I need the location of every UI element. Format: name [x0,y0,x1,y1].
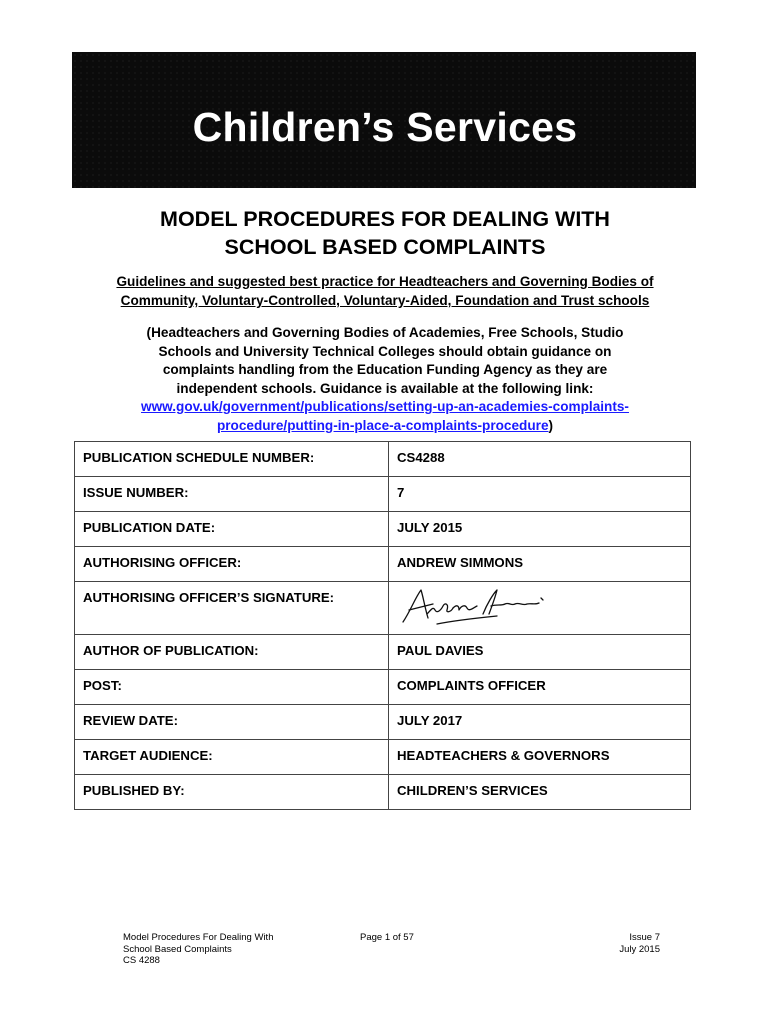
row-label: AUTHORISING OFFICER’S SIGNATURE: [75,582,389,635]
row-label: TARGET AUDIENCE: [75,740,389,775]
table-row [75,442,691,477]
guidelines-line-1: Guidelines and suggested best practice for Headteachers and Governing Bodies of [116,274,654,289]
row-label: PUBLICATION DATE: [75,512,389,547]
publication-schedule-table [74,441,691,810]
footer-left-line-2: School Based Complaints [123,943,232,955]
signature-cell [389,582,691,635]
table-row [75,512,691,547]
document-title [40,205,730,261]
row-label: PUBLISHED BY: [75,775,389,810]
banner-title: Children’s Services [192,104,578,150]
row-label: PUBLICATION SCHEDULE NUMBER: [75,442,389,477]
table-row [75,477,691,512]
document-title-line-2: SCHOOL BASED COMPLAINTS [224,235,546,259]
row-label: REVIEW DATE: [75,705,389,740]
table-row [75,670,691,705]
footer-issue-info [560,932,660,955]
footer-page-number: Page 1 of 57 [360,932,414,943]
guidance-link-line-2[interactable]: procedure/putting-in-place-a-complaints-procedure [216,417,549,433]
document-title-line-1: MODEL PROCEDURES FOR DEALING WITH [160,207,610,231]
table-row [75,740,691,775]
footer-right-line-2: July 2015 [619,943,660,955]
guidance-link-line-1[interactable]: www.gov.uk/government/publications/setting-up-an-academies-complaints- [141,399,629,414]
table-row [75,582,691,635]
row-value: COMPLAINTS OFFICER [389,670,691,705]
note-line-4: independent schools. Guidance is available at the following link: [176,380,594,396]
guidelines-line-2: Community, Voluntary-Controlled, Voluntary-Aided, Foundation and Trust schools [120,293,650,308]
row-value: HEADTEACHERS & GOVERNORS [389,740,691,775]
note-link-block [92,398,678,435]
table-row [75,775,691,810]
note-close-paren: ) [548,417,554,433]
row-label: POST: [75,670,389,705]
row-label: AUTHORISING OFFICER: [75,547,389,582]
table-row [75,547,691,582]
row-value: CHILDREN’S SERVICES [389,775,691,810]
note-line-1: (Headteachers and Governing Bodies of Academies, Free Schools, Studio [146,325,624,340]
note-line-2: Schools and University Technical Colleges should obtain guidance on [158,343,612,359]
table-row [75,705,691,740]
row-label: AUTHOR OF PUBLICATION: [75,635,389,670]
footer-document-info [123,932,323,967]
footer-right-line-1: Issue 7 [629,932,660,943]
table-row [75,635,691,670]
row-label: ISSUE NUMBER: [75,477,389,512]
row-value: JULY 2015 [389,512,691,547]
footer-left-line-3: CS 4288 [123,955,160,966]
row-value: JULY 2017 [389,705,691,740]
academies-note [92,324,678,435]
signature-image [397,584,557,630]
footer-left-line-1: Model Procedures For Dealing With [123,932,274,943]
row-value: CS4288 [389,442,691,477]
note-line-3: complaints handling from the Education Funding Agency as they are [162,362,608,377]
row-value: ANDREW SIMMONS [389,547,691,582]
row-value: 7 [389,477,691,512]
guidelines-subtitle [40,272,730,310]
row-value: PAUL DAVIES [389,635,691,670]
